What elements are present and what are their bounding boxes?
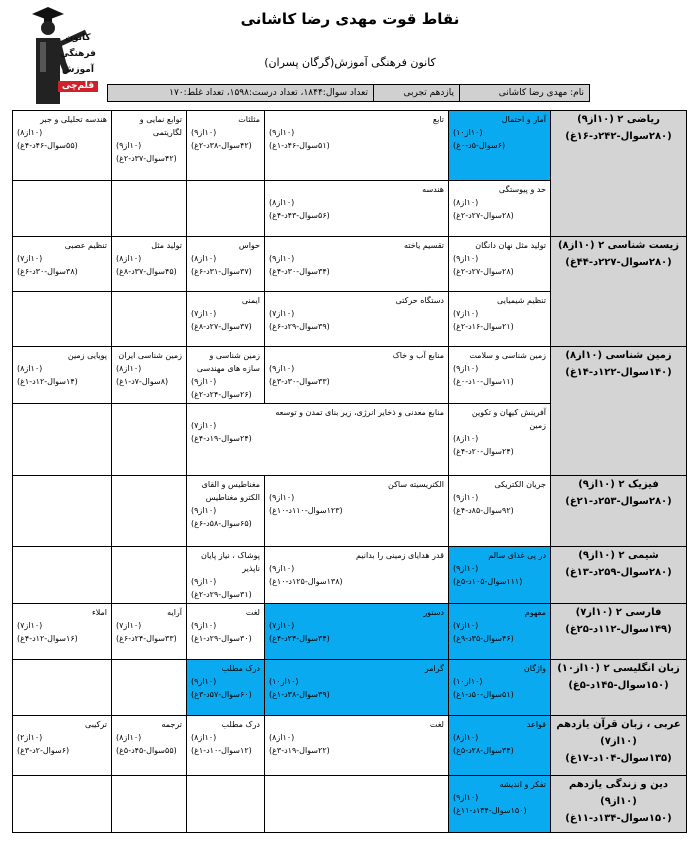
page-title: نقاط قوت مهدی رضا کاشانی [240,10,460,28]
table-row [13,716,687,776]
topic-cell [449,347,551,404]
topic-cell [187,547,265,604]
topic-title: حواس [238,241,260,250]
topic-stats: (۳۷سوال-۳۱د-۶غ) [191,267,252,276]
topic-cell [265,660,449,716]
topic-title: پوشاک ، نیاز پایان ناپذیر [200,551,260,573]
topic-score: (۱۰از۹) [191,506,217,515]
subject-cell [551,660,687,716]
topic-cell [187,111,265,181]
exam-stats: تعداد سوال:۱۸۴۴، تعداد درست:۱۵۹۸، تعداد غلط:۱۷۰ [169,88,368,98]
subject-cell [551,347,687,476]
topic-title: آمار و احتمال [501,115,546,124]
topic-score: (۱۰از۸) [453,198,479,207]
subject-stats: (۲۸۰سوال-۲۴۲د-۱۶غ) [565,131,672,142]
subject-stats: (۲۸۰سوال-۲۵۳د-۲۱غ) [565,496,672,507]
topic-stats: (۱۲سوال-۱۰د-۱غ) [191,746,252,755]
topic-stats: (۹۲سوال-۸۵د-۴غ) [453,506,514,515]
topic-cell [187,347,265,404]
topic-cell [13,111,112,181]
topic-score: (۱۰از۸) [191,733,217,742]
topic-score: (۱۰از۹) [269,564,295,573]
topic-title: در پی غذای سالم [488,551,546,560]
topic-stats: (۵۱سوال-۵۰د-۱غ) [453,690,514,699]
topic-score: (۱۰از۹) [269,493,295,502]
topic-score: (۱۰از۹) [453,254,479,263]
topic-title: لغت [429,720,444,729]
topic-cell [265,604,449,660]
page-subtitle: کانون فرهنگی آموزش(گرگان پسران) [264,56,436,69]
subject-name: عربی ، زبان قرآن یازدهم (۱۰از۷) [556,719,681,747]
topic-title: املاء [91,608,107,617]
topic-title: تولید مثل [151,241,182,250]
topic-stats: (۱۶سوال-۱۲د-۴غ) [17,634,78,643]
topic-title: تنظیم شیمیایی [497,296,546,305]
topic-score: (۱۰از۱۰) [269,677,299,686]
topic-cell [449,716,551,776]
topic-stats: (۳۷سوال-۲۷د-۸غ) [191,322,252,331]
topic-stats: (۳۹سوال-۲۹د-۶غ) [269,322,330,331]
topic-cell [449,604,551,660]
topic-cell [187,716,265,776]
topic-title: تولید مثل نهان دانگان [475,241,546,250]
topic-cell [13,347,112,404]
topic-title: منابع آب و خاک [392,351,444,360]
topic-score: (۱۰از۹) [453,564,479,573]
topic-title: مفهوم [524,608,546,617]
table-row [13,476,687,547]
topic-title: دستگاه حرکتی [395,296,444,305]
topic-score: (۱۰از۸) [191,254,217,263]
topic-score: (۱۰از۷) [453,621,479,630]
topic-cell [13,716,112,776]
logo-word: قلم‌چی [58,81,98,92]
subject-cell [551,476,687,547]
topic-score: (۱۰از۸) [116,254,142,263]
topic-score: (۱۰از۹) [269,254,295,263]
table-row [13,604,687,660]
empty-cell [13,776,112,833]
topic-title: قواعد [526,720,546,729]
empty-cell [265,776,449,833]
empty-cell [13,476,112,547]
topic-cell [112,237,187,292]
topic-stats: (۲۸سوال-۲۷د-۲غ) [453,267,514,276]
topic-score: (۱۰از۷) [191,309,217,318]
topic-cell [265,237,449,292]
topic-score: (۱۰از۸) [269,198,295,207]
topic-title: آفرینش کیهان و تکوین زمین [471,408,546,430]
topic-cell [187,604,265,660]
topic-score: (۱۰از۸) [17,364,43,373]
subject-name: دین و زندگی یازدهم (۱۰از۹) [569,779,668,807]
topic-stats: (۳۰سوال-۲۹د-۱غ) [191,634,252,643]
topic-score: (۱۰از۷) [453,309,479,318]
topic-cell [449,547,551,604]
topic-cell [265,111,449,181]
topic-cell [13,604,112,660]
topic-title: پویایی زمین [67,351,107,360]
subject-name: زمین شناسی (۱۰از۸) [565,350,672,361]
topic-cell [187,476,265,547]
topic-stats: (۳۴سوال-۳۰د-۴غ) [269,267,330,276]
topic-title: هندسه [422,185,444,194]
topic-cell [13,237,112,292]
student-grade: یازدهم تجربی [373,85,459,101]
topic-title: تقسیم یاخته [403,241,444,250]
topic-score: (۱۰از۹) [453,364,479,373]
topic-stats: (۱۳۸سوال-۱۲۵د-۱۰غ) [269,577,343,586]
topic-score: (۱۰از۱۰) [453,128,483,137]
topic-cell [449,111,551,181]
topic-score: (۱۰از۸) [17,128,43,137]
topic-cell [449,237,551,292]
topic-score: (۱۰از۷) [191,421,217,430]
subject-name: شیمی ۲ (۱۰از۹) [578,550,659,561]
empty-cell [112,404,187,476]
subject-stats: (۱۵۰سوال-۱۳۴د-۱۱غ) [565,813,672,824]
topic-score: (۱۰از۸) [116,733,142,742]
topic-stats: (۳۳سوال-۳۰د-۳غ) [269,377,330,386]
topic-score: (۱۰از۹) [453,493,479,502]
topic-stats: (۵۵سوال-۴۶د-۴غ) [17,141,78,150]
topic-title: مثلثات [238,115,260,124]
topic-cell [449,181,551,237]
table-row [13,776,687,833]
topic-stats: (۳۳سوال-۲۴د-۶غ) [116,634,177,643]
topic-stats: (۳۸سوال-۳۰د-۶غ) [17,267,78,276]
subject-cell [551,547,687,604]
topic-title: زمین شناسی و سلامت [469,351,546,360]
logo-word: کانون [65,33,91,43]
topic-stats: (۱۵۰سوال-۱۳۴د-۱۱غ) [453,806,527,815]
topic-cell [112,111,187,181]
topic-stats: (۴۲سوال-۳۸د-۲غ) [191,141,252,150]
topic-cell [187,237,265,292]
subject-stats: (۲۸۰سوال-۲۲۷د-۴۴غ) [565,257,672,268]
topic-cell [112,604,187,660]
topic-cell [265,476,449,547]
topic-score: (۱۰از۹) [269,364,295,373]
topic-score: (۱۰از۹) [116,141,142,150]
topic-title: جریان الکتریکی [494,480,546,489]
table-row [13,237,687,292]
topic-cell [265,716,449,776]
topic-stats: (۲۸سوال-۲۷د-۲غ) [453,211,514,220]
topic-stats: (۲۴سوال-۱۹د-۴غ) [191,434,252,443]
topic-stats: (۳۴سوال-۲۴د-۴غ) [269,634,330,643]
topic-cell [187,660,265,716]
topic-stats: (۲۶سوال-۲۴د-۲غ) [191,390,252,399]
student-name: نام: مهدی رضا کاشانی [459,85,589,101]
topic-stats: (۶۰سوال-۵۷د-۳غ) [191,690,252,699]
topic-title: قدر هدایای زمینی را بدانیم [356,551,444,560]
subject-name: فیزیک ۲ (۱۰از۹) [578,479,659,490]
topic-title: درک مطلب [221,664,260,673]
subject-name: زبان انگلیسی ۲ (۱۰از۱۰) [557,663,680,674]
table-row [13,347,687,404]
topic-score: (۱۰از۹) [191,128,217,137]
topic-title: ترکیبی [85,720,107,729]
topic-title: تنظیم عصبی [64,241,107,250]
topic-stats: (۴۶سوال-۳۵د-۹غ) [453,634,514,643]
empty-cell [112,181,187,237]
topic-title: ترجمه [161,720,182,729]
subject-stats: (۱۵۰سوال-۱۴۵د-۵غ) [568,680,669,691]
logo-word: آموزش [62,65,94,75]
topic-title: تابع [432,115,444,124]
subject-cell [551,776,687,833]
topic-score: (۱۰از۸) [453,434,479,443]
empty-cell [187,776,265,833]
topic-cell [265,547,449,604]
topic-title: آرایه [167,608,182,617]
topic-title: حد و پیوستگی [498,185,546,194]
empty-cell [112,292,187,347]
topic-stats: (۴۲سوال-۳۷د-۲غ) [116,154,177,163]
topic-cell [265,347,449,404]
topic-cell [187,404,449,476]
subject-stats: (۱۴۹سوال-۱۱۲د-۲۵غ) [565,624,672,635]
topic-stats: (۶سوال-۲د-۳غ) [17,746,70,755]
topic-title: الکتریسیته ساکن [388,480,444,489]
logo-word: فرهنگی [60,49,96,59]
topic-score: (۱۰از۹) [191,377,217,386]
empty-cell [13,292,112,347]
topic-stats: (۱۴سوال-۱۲د-۱غ) [17,377,78,386]
topic-stats: (۳۴سوال-۲۸د-۵غ) [453,746,514,755]
strengths-table [12,110,687,833]
topic-score: (۱۰از۸) [116,364,142,373]
topic-title: منابع معدنی و ذخایر انرژی، زیر بنای تمدن و توسعه [275,408,444,417]
subject-stats: (۱۳۵سوال-۱۰۴د-۱۷غ) [565,753,672,764]
topic-title: هندسه تحلیلی و جبر [40,115,107,124]
topic-score: (۱۰از۲) [17,733,43,742]
subject-cell [551,237,687,347]
topic-stats: (۱۱۱سوال-۱۰۵د-۵غ) [453,577,523,586]
topic-score: (۱۰از۹) [191,621,217,630]
topic-stats: (۲۱سوال-۱۶د-۲غ) [453,322,514,331]
subject-cell [551,111,687,237]
topic-title: تفکر و اندیشه [499,780,546,789]
topic-title: زمین شناسی ایران [118,351,182,360]
topic-score: (۱۰از۸) [269,733,295,742]
empty-cell [13,660,112,716]
topic-cell [187,292,265,347]
subject-name: فارسی ۲ (۱۰از۷) [575,607,662,618]
topic-stats: (۶۵سوال-۵۸د-۶غ) [191,519,252,528]
topic-cell [449,776,551,833]
topic-cell [112,716,187,776]
topic-stats: (۳۱سوال-۲۹د-۲غ) [191,590,252,599]
table-row [13,111,687,181]
topic-stats: (۴۵سوال-۳۷د-۸غ) [116,267,177,276]
topic-stats: (۱۱سوال-۱۰د-۰غ) [453,377,514,386]
topic-stats: (۱۲۳سوال-۱۱۰د-۱۰غ) [269,506,343,515]
topic-cell [449,292,551,347]
empty-cell [13,547,112,604]
topic-score: (۱۰از۸) [453,733,479,742]
empty-cell [112,776,187,833]
topic-stats: (۵۶سوال-۴۳د-۴غ) [269,211,330,220]
table-row [13,547,687,604]
subject-stats: (۲۸۰سوال-۲۵۹د-۱۳غ) [565,567,672,578]
subject-name: ریاضی ۲ (۱۰از۹) [577,114,660,125]
topic-cell [265,181,449,237]
topic-stats: (۶سوال-۵د-۰غ) [453,141,506,150]
topic-title: مغناطیس و القای الکترو مغناطیس [201,480,260,502]
topic-title: دستور [423,608,444,617]
topic-cell [449,404,551,476]
topic-title: واژگان [523,664,546,673]
topic-cell [449,476,551,547]
empty-cell [187,181,265,237]
empty-cell [13,181,112,237]
subject-cell [551,604,687,660]
topic-title: توابع نمایی و لگاریتمی [139,115,182,137]
topic-score: (۱۰از۹) [453,793,479,802]
topic-stats: (۸سوال-۷د-۱غ) [116,377,169,386]
topic-score: (۱۰از۹) [191,677,217,686]
topic-cell [112,347,187,404]
topic-score: (۱۰از۷) [269,621,295,630]
empty-cell [112,660,187,716]
topic-score: (۱۰از۷) [116,621,142,630]
topic-score: (۱۰از۷) [17,254,43,263]
topic-title: گرامر [424,664,444,673]
subject-stats: (۱۴۰سوال-۱۲۲د-۱۴غ) [565,367,672,378]
topic-title: درک مطلب [221,720,260,729]
topic-score: (۱۰از۷) [17,621,43,630]
table-row [13,660,687,716]
student-info-bar [107,84,590,102]
topic-stats: (۵۵سوال-۴۵د-۵غ) [116,746,177,755]
empty-cell [112,547,187,604]
topic-title: زمین شناسی و سازه های مهندسی [196,351,260,373]
topic-cell [265,292,449,347]
topic-score: (۱۰از۷) [269,309,295,318]
topic-title: لغت [245,608,260,617]
topic-title: ایمنی [241,296,260,305]
empty-cell [13,404,112,476]
topic-stats: (۵۱سوال-۴۶د-۱غ) [269,141,330,150]
topic-score: (۱۰از۹) [269,128,295,137]
topic-stats: (۳۹سوال-۳۸د-۱غ) [269,690,330,699]
subject-name: زیست شناسی ۲ (۱۰از۸) [557,240,680,251]
topic-stats: (۲۴سوال-۲۰د-۴غ) [453,447,514,456]
empty-cell [112,476,187,547]
topic-score: (۱۰از۹) [191,577,217,586]
topic-cell [449,660,551,716]
topic-score: (۱۰از۱۰) [453,677,483,686]
subject-cell [551,716,687,776]
topic-stats: (۲۲سوال-۱۹د-۳غ) [269,746,330,755]
